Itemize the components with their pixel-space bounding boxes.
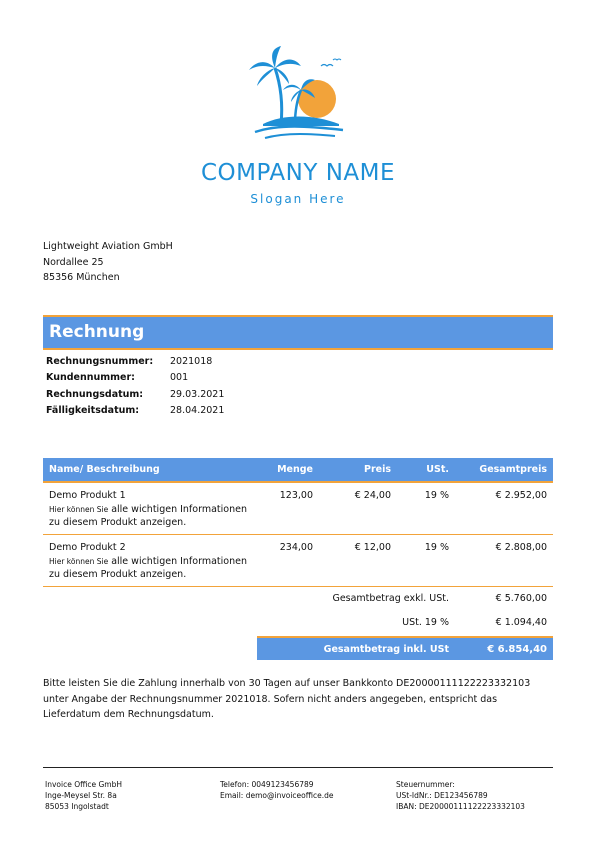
meta-value: 2021018 [170,355,213,367]
table-row [43,483,553,535]
recipient-city: 85356 München [43,272,120,283]
meta-label: Kundennummer: [46,372,135,384]
vat-value: € 1.094,40 [495,617,547,628]
item-total: € 2.808,00 [495,542,547,553]
header-total: Gesamtpreis [479,464,547,475]
item-price: € 12,00 [354,542,391,553]
vat-label: USt. 19 % [402,617,449,628]
grand-total-row [257,636,553,660]
palm-island-sunset-icon [243,44,353,144]
header-name: Name/ Beschreibung [49,464,160,475]
meta-label: Rechnungsdatum: [46,388,144,400]
meta-label: Fälligkeitsdatum: [46,405,140,417]
footer-phone: Telefon: 0049123456789 [220,780,314,789]
footer-line: Steuernummer: [396,780,455,789]
item-vat: 19 % [424,542,449,553]
subtotal-label: Gesamtbetrag exkl. USt. [332,593,449,604]
item-desc-small: Hier können Sie [49,505,109,514]
item-description [49,555,279,581]
payment-note-line: Lieferdatum dem Rechnungsdatum. [43,709,214,720]
meta-row-invoice-number [46,353,224,370]
table-row [43,535,553,587]
meta-row-invoice-date [46,386,224,403]
footer-line: IBAN: DE20000111122223332103 [396,802,525,811]
invoice-meta [46,353,224,419]
footer-line: Inge-Meysel Str. 8a [45,791,117,800]
table-header [43,458,553,483]
item-desc-rest: alle wichtigen Informationen [108,504,247,515]
meta-value: 001 [170,372,189,384]
item-desc-line2: zu diesem Produkt anzeigen. [49,517,187,528]
grand-total-label: Gesamtbetrag inkl. USt [323,644,449,655]
footer-divider [43,767,553,768]
company-slogan: Slogan Here [250,192,346,206]
header-price: Preis [363,464,391,475]
meta-value: 28.04.2021 [170,405,225,417]
item-vat: 19 % [424,490,449,501]
header-qty: Menge [277,464,313,475]
item-desc-small: Hier können Sie [49,557,109,566]
vat-row [43,611,553,635]
invoice-title-bar [43,315,553,350]
item-name: Demo Produkt 1 [49,490,126,501]
payment-note-line: Bitte leisten Sie die Zahlung innerhalb von 30 Tagen auf unser Bankkonto DE20000111122223332103 [43,678,531,689]
footer-email: Email: demo@invoiceoffice.de [220,791,334,800]
grand-total-value: € 6.854,40 [487,644,547,655]
footer-line: 85053 Ingolstadt [45,802,109,811]
footer-contact [220,779,334,801]
item-desc-rest: alle wichtigen Informationen [108,556,247,567]
payment-note-line: unter Angabe der Rechnungsnummer 2021018. Sofern nicht anders angegeben, entspricht das [43,693,498,705]
footer-tax [396,779,525,812]
footer-line: USt-IdNr.: DE123456789 [396,791,488,800]
invoice-title: Rechnung [49,322,145,342]
recipient-address [43,239,173,286]
recipient-street: Nordallee 25 [43,256,104,268]
meta-row-due-date [46,403,224,420]
meta-label: Rechnungsnummer: [46,355,154,367]
company-logo [186,44,410,214]
item-desc-line2: zu diesem Produkt anzeigen. [49,569,187,580]
line-items-table [43,458,553,635]
subtotal-row [43,587,553,611]
footer-line: Invoice Office GmbH [45,780,122,789]
header-vat: USt. [426,464,449,475]
company-name: COMPANY NAME [200,160,396,186]
meta-row-customer-number [46,370,224,387]
payment-note [43,676,553,723]
item-qty: 123,00 [279,490,313,501]
meta-value: 29.03.2021 [170,388,225,400]
item-total: € 2.952,00 [495,490,547,501]
item-name: Demo Produkt 2 [49,542,126,553]
footer-address [45,779,122,812]
recipient-company: Lightweight Aviation GmbH [43,241,173,252]
item-price: € 24,00 [354,490,391,501]
item-qty: 234,00 [279,542,313,553]
subtotal-value: € 5.760,00 [495,593,547,604]
item-description [49,503,279,529]
